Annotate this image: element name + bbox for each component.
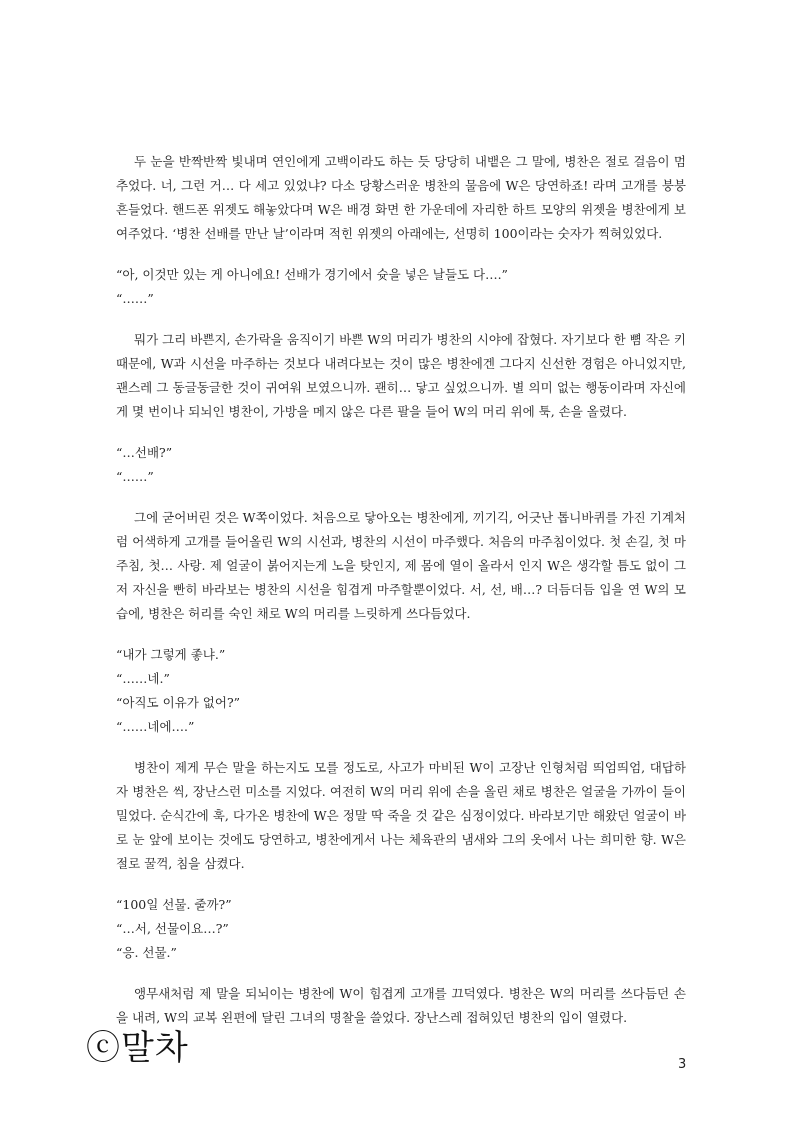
page-number: 3 [678, 1057, 687, 1072]
dialog-block [116, 643, 686, 739]
paragraph: 두 눈을 반짝반짝 빛내며 연인에게 고백이라도 하는 듯 당당히 내뱉은 그 말에, 병찬은 절로 걸음이 멈추었다. 너, 그런 거… 다 세고 있었냐? 다소 당황스러운 병찬의 물음에 W은 당연하죠! 라며 고개를 붕붕 흔들었다. 핸드폰 위젯도 해놓았다며 W은 배경 화면 한 가운데에 자리한 하트 모양의 위젯을 병찬에게 보여주었다. ‘병찬 선배를 만난 날’이라며 적힌 위젯의 아래에는, 선명히 100이라는 숫자가 찍혀있었다. [116, 154, 686, 241]
dialog-line: “……네.” [116, 671, 170, 686]
body-text [116, 150, 686, 1047]
copyright-watermark: ⓒ말차 [86, 1028, 189, 1068]
dialog-line: “아, 이것만 있는 게 아니에요! 선배가 경기에서 슛을 넣은 날들도 다….” [116, 267, 508, 282]
paragraph: 앵무새처럼 제 말을 되뇌이는 병찬에 W이 힘겹게 고개를 끄덕였다. 병찬은 W의 머리를 쓰다듬던 손을 내려, W의 교복 왼편에 달린 그녀의 명찰을 쓸었다. 장난스레 접혀있던 병찬의 입이 열렸다. [116, 986, 686, 1025]
dialog-line: “……” [116, 291, 154, 306]
paragraph: 병찬이 제게 무슨 말을 하는지도 모를 정도로, 사고가 마비된 W이 고장난 인형처럼 띄엄띄엄, 대답하자 병찬은 씩, 장난스런 미소를 지었다. 여전히 W의 머리 위에 손을 올린 채로 병찬은 얼굴을 가까이 들이밀었다. 순식간에 훅, 다가온 병찬에 W은 정말 딱 죽을 것 같은 심정이었다. 바라보기만 해왔던 얼굴이 바로 눈 앞에 보이는 것에도 당연하고, 병찬에게서 나는 체육관의 냄새와 그의 옷에서 나는 희미한 향. W은 절로 꿀꺽, 침을 삼켰다. [116, 760, 686, 871]
dialog-line: “100일 선물. 줄까?” [116, 897, 232, 912]
paragraph: 뭐가 그리 바쁜지, 손가락을 움직이기 바쁜 W의 머리가 병찬의 시야에 잡혔다. 자기보다 한 뼘 작은 키 때문에, W과 시선을 마주하는 것보다 내려다보는 것이 많은 병찬에겐 그다지 신선한 경험은 아니었지만, 괜스레 그 동글동글한 것이 귀여워 보였으니까. 괜히… 닿고 싶었으니까. 별 의미 없는 행동이라며 자신에게 몇 번이나 되뇌인 병찬이, 가방을 메지 않은 다른 팔을 들어 W의 머리 위에 툭, 손을 올렸다. [116, 332, 686, 419]
dialog-block [116, 441, 686, 489]
dialog-line: “…서, 선물이요…?” [116, 921, 229, 936]
dialog-line: “응. 선물.” [116, 945, 177, 960]
dialog-line: “……” [116, 469, 154, 484]
dialog-line: “아직도 이유가 없어?” [116, 695, 241, 710]
dialog-line: “내가 그렇게 좋냐.” [116, 647, 226, 662]
dialog-line: “……네에….” [116, 719, 195, 734]
dialog-block [116, 263, 686, 311]
paragraph: 그에 굳어버린 것은 W쪽이었다. 처음으로 닿아오는 병찬에게, 끼기긱, 어긋난 톱니바퀴를 가진 기계처럼 어색하게 고개를 들어올린 W의 시선과, 병찬의 시선이 마주했다. 처음의 마주침이었다. 첫 손길, 첫 마주침, 첫… 사랑. 제 얼굴이 붉어지는게 노을 탓인지, 제 몸에 열이 올라서 인지 W은 생각할 틈도 없이 그저 자신을 빤히 바라보는 병찬의 시선을 힘겹게 마주할뿐이었다. 서, 선, 배…? 더듬더듬 입을 연 W의 모습에, 병찬은 허리를 숙인 채로 W의 머리를 느릿하게 쓰다듬었다. [116, 510, 686, 621]
dialog-block [116, 893, 686, 965]
dialog-line: “…선배?” [116, 445, 173, 460]
